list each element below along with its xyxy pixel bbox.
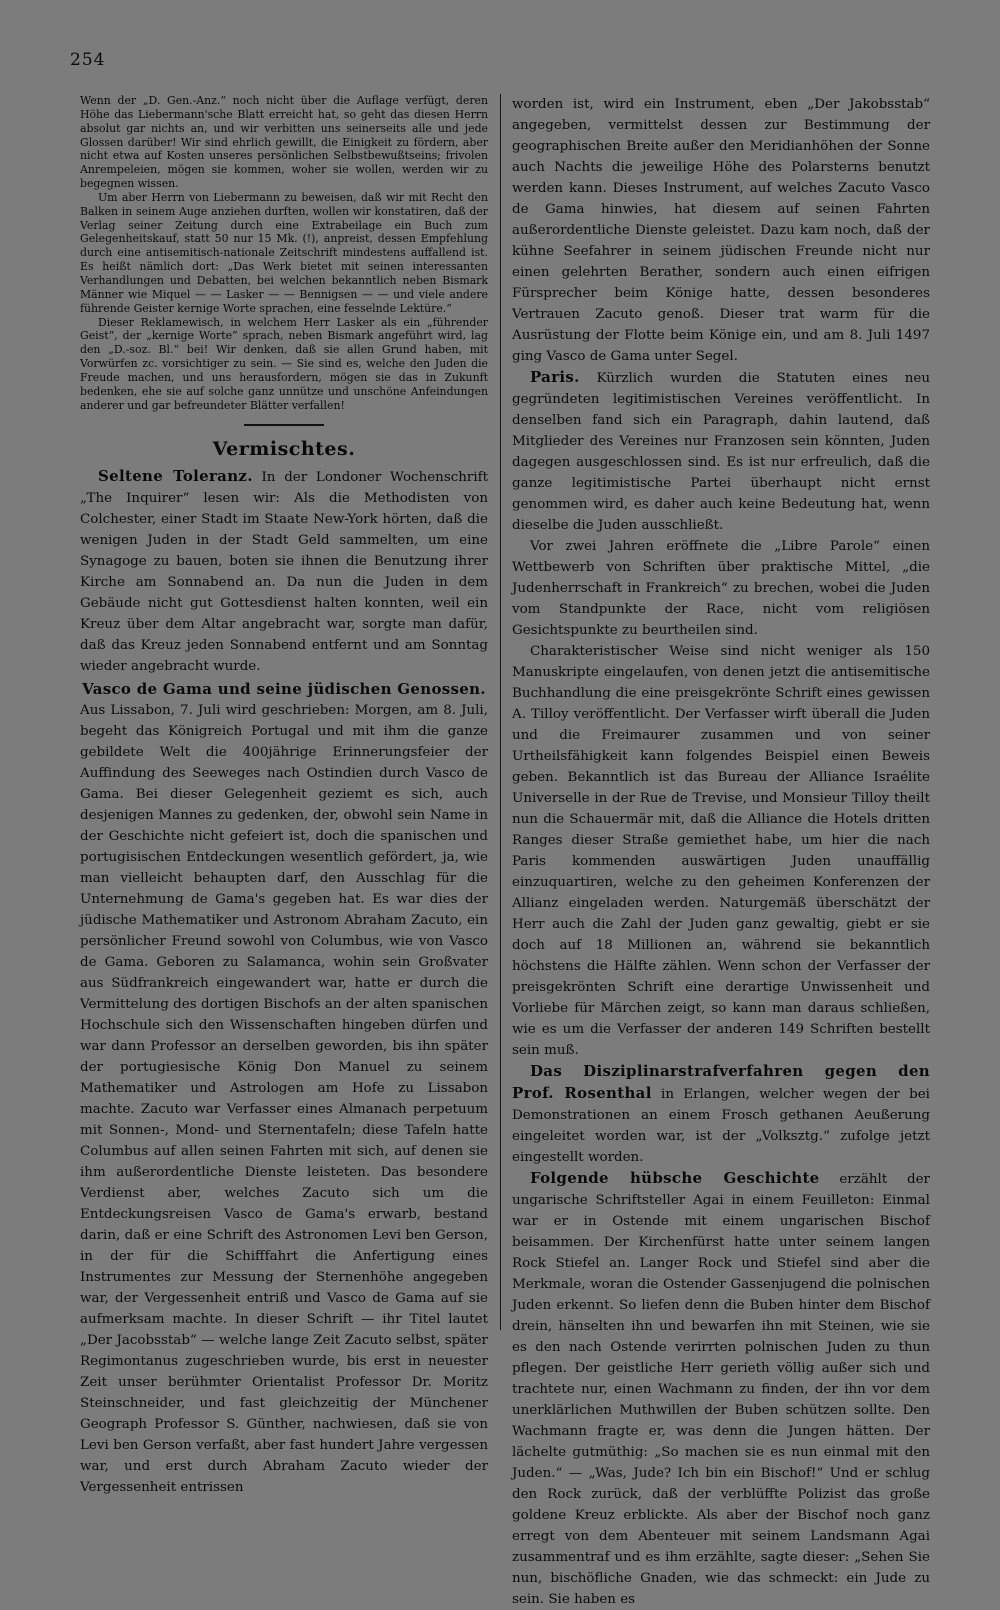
headline-gama: Vasco de Gama und seine jüdischen Genossen. — [82, 680, 486, 699]
headline-toleranz: Seltene Toleranz. — [98, 467, 253, 486]
headline-paris: Paris. — [530, 368, 580, 386]
headline-story: Folgende hübsche Geschichte — [530, 1169, 820, 1187]
article-toleranz — [80, 466, 488, 677]
text-paris-1: Kürzlich wurden die Statuten eines neu gegründeten legitimistischen Vereines veröffentlicht. In denselben fand sich ein Paragraph, dahin lautend, daß Mitglieder des Vereines nur Franzosen sein könnten, Juden dagegen ausgeschlossen sind. Es ist nur erfreulich, daß die ganze legitimistische Partei überhaupt nicht ernst genommen wird, es daher auch keine Bedeutung hat, wenn dieselbe die Juden ausschließt. — [512, 371, 930, 533]
article-body-right — [512, 94, 930, 1610]
headline-rosenthal: Das Disziplinarstrafverfahren gegen den Prof. Rosenthal — [512, 1062, 930, 1102]
article-rosenthal — [512, 1061, 930, 1168]
editorial-paragraph: Wenn der „D. Gen.-Anz.“ noch nicht über die Auflage verfügt, deren Höhe das Liebermann'sche Blatt erreicht hat, so geht das diesen Herrn absolut gar nichts an, und wir verbitten uns seinerseits alle und jede Glossen darüber! Wir sind ehrlich gewillt, die Einigkeit zu fördern, aber nicht etwa auf Kosten unseres persönlichen Selbstbewußtseins; frivolen Anrempeleien, mögen sie kommen, woher sie wollen, werden wir zu begegnen wissen. — [80, 94, 488, 191]
page-number: 254 — [70, 50, 106, 70]
article-body — [80, 466, 488, 1498]
text-toleranz: In der Londoner Wochenschrift „The Inquirer“ lesen wir: Als die Methodisten von Colchester, einer Stadt im Staate New-York hörten, daß die wenigen Juden in der Stadt Geld sammelten, um eine Synagoge zu bauen, boten sie ihnen die Benutzung ihrer Kirche am Sonnabend an. Da nun die Juden in dem Gebäude nicht gut Gottesdienst halten konnten, weil ein Kreuz über dem Altar angebracht war, sorgte man dafür, daß das Kreuz jeden Sonnabend entfernt und am Sonntag wieder angebracht wurde. — [80, 470, 488, 675]
right-column — [512, 94, 930, 1610]
text-paris-3: Charakteristischer Weise sind nicht weniger als 150 Manuskripte eingelaufen, von denen jetzt die antisemitische Buchhandlung die eine preisgekrönte Schrift eines gewissen A. Tilloy veröffentlicht. Der Verfasser wirft überall die Juden und die Freimaurer zusammen und von seiner Urtheilsfähigkeit kann folgendes Beispiel einen Beweis geben. Bekanntlich ist das Bureau der Alliance Israélite Universelle in der Rue de Trevise, und Monsieur Tilloy theilt nun die Schauermär mit, daß die Alliance die Hotels dritten Ranges dieser Straße gemiethet habe, um hier die nach Paris kommenden auswärtigen Juden unauffällig einzuquartiren, welche zu den geheimen Konferenzen der Allianz eingeladen werden. Naturgemäß überschätzt der Herr auch die Zahl der Juden ganz gewaltig, giebt er sie doch auf 18 Millionen an, während sie bekanntlich höchstens die Hälfte zählen. Wenn schon der Verfasser der preisgekrönten Schrift eine derartige Unwissenheit und Vorliebe für Märchen zeigt, so kann man daraus schließen, wie es um die Verfasser der anderen 149 Schriften bestellt sein muß. — [512, 644, 930, 1058]
editorial-paragraph: Dieser Reklamewisch, in welchem Herr Lasker als ein „führender Geist“, der „kernige Worte“ sprach, neben Bismark angeführt wird, lag den „D.-soz. Bl.“ bei! Wir denken, daß sie allen Grund haben, mit Vorwürfen zc. vorsichtiger zu sein. — Sie sind es, welche den Juden die Freude machen, und uns herausfordern, mögen sie das in Zukunft bedenken, ehe sie auf solche ganz unnütze und unschöne Anfeindungen anderer und gar befreundeter Blätter verfallen! — [80, 315, 488, 412]
left-column — [80, 94, 488, 1498]
column-divider — [500, 94, 501, 1330]
editorial-paragraph: Um aber Herrn von Liebermann zu beweisen, daß wir mit Recht den Balken in seinem Auge anziehen durften, wollen wir konstatiren, daß der Verlag seiner Zeitung durch eine Extrabeilage ein Buch zum Gelegenheitskauf, statt 50 nur 15 Mk. (!), anpreist, dessen Empfehlung durch eine antisemitisch-nationale Zeitschrift mindestens auffallend ist. Es heißt nämlich dort: „Das Werk bietet mit seinen interessanten Verhandlungen und Debatten, bei welchen bekanntlich neben Bismark Männer wie Miquel — — Lasker — — Bennigsen — — und viele andere führende Geister kernige Worte sprachen, eine fesselnde Lektüre.“ — [80, 190, 488, 315]
text-story: erzählt der ungarische Schriftsteller Agai in einem Feuilleton: Einmal war er in Ostende mit einem ungarischen Bischof beisammen. Der Kirchenfürst hatte unter seinem langen Rock Stiefel an. Langer Rock und Stiefel sind aber die Merkmale, woran die Ostender Gassenjugend die polnischen Juden erkennt. So liefen denn die Buben hinter dem Bischof drein, hänselten ihn und bewarfen ihn mit Steinen, wie sie es den nach Ostende verirrten polnischen Juden zu thun pflegen. Der geistliche Herr gerieth völlig außer sich und trachtete nur, einen Wachmann zu finden, der ihn vor dem unerklärlichen Muthwillen der Buben schützen sollte. Den Wachmann fragte er, was denn die Jungen hätten. Der lächelte gutmüthig: „So machen sie es nun einmal mit den Juden.“ — „Was, Jude? Ich bin ein Bischof!“ Und er schlug den Rock zurück, daß der verblüffte Polizist das große goldene Kreuz erblickte. Als aber der Bischof noch ganz erregt von dem Abenteuer mit seinem Landsmann Agai zusammentraf und es ihm erzählte, sagte dieser: „Sehen Sie nun, bischöfliche Gnaden, wie das schmeckt: ein Jude zu sein. Sie haben es — [512, 1172, 930, 1607]
article-gama: Aus Lissabon, 7. Juli wird geschrieben: Morgen, am 8. Juli, begeht das Königreich Portugal und mit ihm die ganze gebildete Welt die 400jährige Erinnerungsfeier der Auffindung des Seeweges nach Ostindien durch Vasco de Gama. Bei dieser Gelegenheit geziemt es sich, auch desjenigen Mannes zu gedenken, der, obwohl sein Name in der Geschichte nicht gefeiert ist, doch die spanischen und portugisischen Entdeckungen wesentlich gefördert, ja, wie man vielleicht behaupten darf, den Ausschlag für die Unternehmung de Gama's gegeben hat. Es war dies der jüdische Mathematiker und Astronom Abraham Zacuto, ein persönlicher Freund sowohl von Columbus, wie von Vasco de Gama. Geboren zu Salamanca, wohin sein Großvater aus Südfrankreich eingewandert war, hatte er durch die Vermittelung des dortigen Bischofs an der alten spanischen Hochschule sich den Wissenschaften hingeben dürfen und war dann Professor an derselben geworden, bis ihn später der portugiesische König Don Manuel zu seinem Mathematiker und Astrologen am Hofe zu Lissabon machte. Zacuto war Verfasser eines Almanach perpetuum mit Sonnen-, Mond- und Sternentafeln; diese Tafeln hatte Columbus auf allen seinen Fahrten mit sich, auf denen sie ihm außerordentliche Dienste leisteten. Das besondere Verdienst aber, welches Zacuto sich um die Entdeckungsreisen Vasco de Gama's erwarb, bestand darin, daß er eine Schrift des Astronomen Levi ben Gerson, in der für die Schifffahrt die Anfertigung eines Instrumentes zur Messung der Sternenhöhe angegeben war, der Vergessenheit entriß und Vasco de Gama auf sie aufmerksam machte. In dieser Schrift — ihr Titel lautet „Der Jacobsstab“ — welche lange Zeit Zacuto selbst, später Regimontanus zugeschrieben wurde, bis erst in neuester Zeit unser berühmter Orientalist Professor Dr. Moritz Steinschneider, und fast gleichzeitig der Münchener Geograph Professor S. Günther, nachwiesen, daß sie von Levi ben Gerson verfaßt, aber fast hundert Jahre vergessen war, und erst durch Abraham Zacuto wieder der Vergessenheit entrissen — [80, 703, 488, 1496]
article-paris — [512, 367, 930, 536]
text-rosenthal: in Erlangen, welcher wegen der bei Demonstrationen an einem Frosch gethanen Aeußerung eingeleitet worden war, ist der „Volksztg.“ zufolge jetzt eingestellt worden. — [512, 1087, 930, 1165]
article-story — [512, 1168, 930, 1610]
text-paris-2: Vor zwei Jahren eröffnete die „Libre Parole“ einen Wettbewerb von Schriften über praktische Mittel, „die Judenherrschaft in Frankreich“ zu brechen, wobei die Juden vom Standpunkte der Race, nicht vom religiösen Gesichtspunkte zu beurtheilen sind. — [512, 539, 930, 638]
section-rule — [244, 424, 324, 426]
article-gama-continued: worden ist, wird ein Instrument, eben „Der Jakobsstab“ angegeben, vermittelst dessen zur Bestimmung der geographischen Breite außer den Meridianhöhen der Sonne auch Nachts die jeweilige Höhe des Polarsterns benutzt werden kann. Dieses Instrument, auf welches Zacuto Vasco de Gama hinwies, hat diesem auf seinen Fahrten außerordentliche Dienste geleistet. Dazu kam noch, daß der kühne Seefahrer in seinem jüdischen Freunde nicht nur einen gelehrten Berather, sondern auch einen eifrigen Fürsprecher beim Könige hatte, dessen besonderes Vertrauen Zacuto genoß. Dieser trat warm für die Ausrüstung der Flotte beim Könige ein, und am 8. Juli 1497 ging Vasco de Gama unter Segel. — [512, 97, 930, 364]
section-title: Vermischtes. — [212, 438, 356, 461]
editorial-note — [80, 94, 488, 412]
